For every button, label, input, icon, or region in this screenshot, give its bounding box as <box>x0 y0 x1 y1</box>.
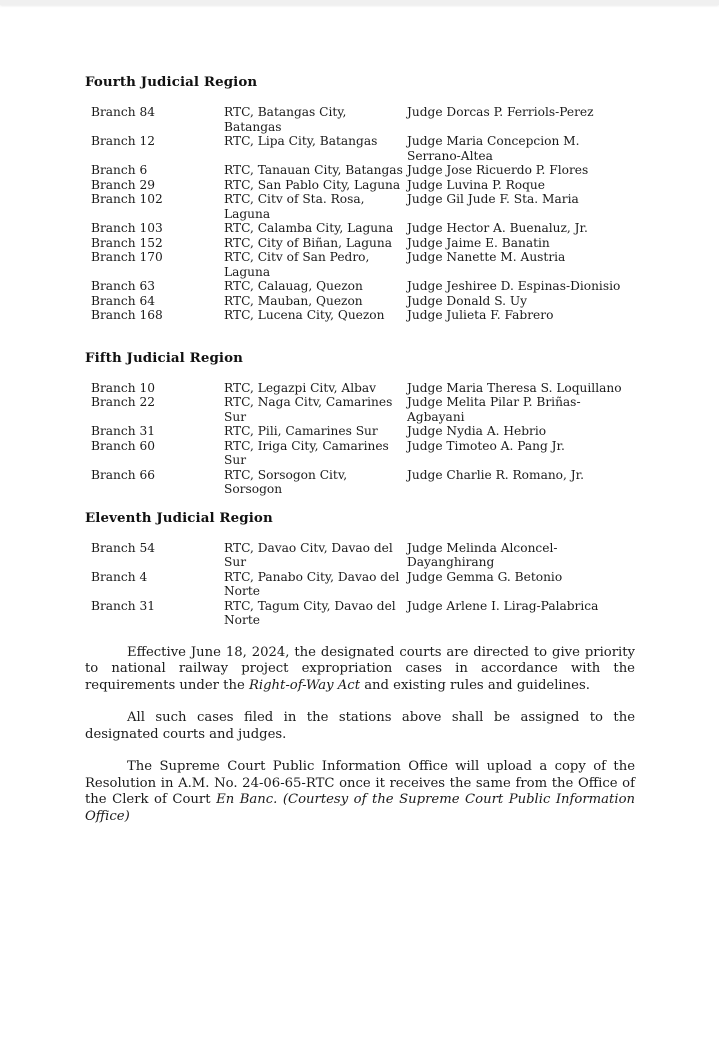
branch-cell: Branch 31 <box>91 598 155 613</box>
court-cell: RTC, Panabo City, Davao del Norte <box>224 569 400 598</box>
judge-cell: Judge Luvina P. Roque <box>407 177 545 192</box>
court-row <box>91 294 637 309</box>
court-row <box>91 439 637 468</box>
paragraph-text: The Supreme Court Public Information Office will upload a copy of the Resolution in A.M. No. 24-06-65-RTC once it receives the same from the Office of the Clerk of Court <box>85 759 635 807</box>
court-cell: RTC, City of Biñan, Laguna <box>224 235 393 250</box>
judge-cell: Judge Jeshiree D. Espinas-Dionisio <box>407 279 621 293</box>
paragraph-effectivity <box>85 645 635 695</box>
court-cell: RTC, Legazpi Citv, Albav <box>224 380 377 395</box>
branch-cell: Branch 152 <box>91 235 163 250</box>
paragraph-pio-note <box>85 759 635 825</box>
branch-cell: Branch 12 <box>91 134 155 148</box>
court-cell: RTC, Tanauan City, Batangas <box>224 163 403 177</box>
court-row <box>91 599 637 628</box>
court-cell: RTC, Lucena City, Quezon <box>224 308 385 322</box>
judge-cell: Judge Arlene I. Lirag-Palabrica <box>407 598 599 613</box>
judge-cell: Judge Charlie R. Romano, Jr. <box>407 467 585 482</box>
court-cell: RTC, Batangas City, Batangas <box>224 105 347 134</box>
top-edge-strip <box>0 0 719 5</box>
paragraph-assignment <box>85 710 635 743</box>
branch-cell: Branch 29 <box>91 177 155 192</box>
court-row <box>91 541 637 570</box>
court-row <box>91 395 637 424</box>
court-row <box>91 308 637 323</box>
branch-cell: Branch 63 <box>91 279 155 293</box>
court-table <box>91 541 637 628</box>
branch-cell: Branch 170 <box>91 250 163 264</box>
branch-cell: Branch 31 <box>91 424 155 438</box>
court-cell: RTC, Pili, Camarines Sur <box>224 424 378 438</box>
paragraph-text: Effective June 18, 2024, the designated courts are directed to give priority to national railway project expropriation cases in accordance with the requirements under the <box>85 644 635 693</box>
court-cell: RTC, Naga Citv, Camarines Sur <box>224 395 393 424</box>
court-table <box>91 105 637 323</box>
region-heading: Fourth Judicial Region <box>85 74 258 90</box>
judge-cell: Judge Gil Jude F. Sta. Maria <box>407 192 579 206</box>
branch-cell: Branch 168 <box>91 308 163 322</box>
court-row <box>91 236 637 251</box>
judge-cell: Judge Melinda Alconcel-Dayanghirang <box>407 540 558 569</box>
court-cell: RTC, San Pablo City, Laguna <box>224 177 401 192</box>
branch-cell: Branch 4 <box>91 569 148 584</box>
branch-cell: Branch 66 <box>91 467 155 482</box>
judge-cell: Judge Hector A. Buenaluz, Jr. <box>407 221 588 235</box>
court-row <box>91 163 637 178</box>
court-cell: RTC, Iriga City, Camarines Sur <box>224 438 389 467</box>
branch-cell: Branch 102 <box>91 192 163 206</box>
region-fourth-judicial <box>85 73 637 323</box>
judge-cell: Judge Maria Theresa S. Loquillano <box>407 380 622 395</box>
court-row <box>91 279 637 294</box>
branch-cell: Branch 60 <box>91 438 155 453</box>
court-row <box>91 105 637 134</box>
court-cell: RTC, Citv of Sta. Rosa, Laguna <box>224 192 365 221</box>
judge-cell: Judge Maria Concepcion M. Serrano-Altea <box>407 134 580 163</box>
court-row <box>91 424 637 439</box>
court-cell: RTC, Mauban, Quezon <box>224 293 363 308</box>
judge-cell: Judge Gemma G. Betonio <box>407 569 563 584</box>
region-heading: Fifth Judicial Region <box>85 349 243 366</box>
judge-cell: Judge Donald S. Uy <box>407 293 528 308</box>
region-fifth-judicial <box>85 349 637 497</box>
branch-cell: Branch 84 <box>91 105 155 119</box>
judge-cell: Judge Jaime E. Banatin <box>407 235 550 250</box>
paragraph-text: and existing rules and guidelines. <box>360 677 590 693</box>
judge-cell: Judge Nydia A. Hebrio <box>407 424 547 438</box>
judge-cell: Judge Dorcas P. Ferriols-Perez <box>407 105 594 119</box>
court-table <box>91 381 637 497</box>
document-page <box>85 73 637 825</box>
court-cell: RTC, Sorsogon Citv, Sorsogon <box>224 467 348 496</box>
act-name: Right-of-Way Act <box>248 677 360 693</box>
court-cell: RTC, Citv of San Pedro, Laguna <box>224 250 370 279</box>
court-cell: RTC, Davao Citv, Davao del Sur <box>224 540 393 569</box>
branch-cell: Branch 6 <box>91 163 148 177</box>
body-paragraphs <box>85 645 635 826</box>
branch-cell: Branch 22 <box>91 395 155 409</box>
judge-cell: Judge Melita Pilar P. Briñas-Agbayani <box>407 395 581 424</box>
judge-cell: Judge Nanette M. Austria <box>407 250 566 264</box>
branch-cell: Branch 64 <box>91 293 155 308</box>
court-cell: RTC, Lipa City, Batangas <box>224 134 378 148</box>
court-cell: RTC, Calamba City, Laguna <box>224 221 394 235</box>
courtesy-note: En Banc. (Courtesy of the Supreme Court Public Information Office) <box>85 792 635 824</box>
court-row <box>91 250 637 279</box>
court-row <box>91 192 637 221</box>
court-row <box>91 570 637 599</box>
paragraph-text: All such cases filed in the stations above shall be assigned to the designated courts and judges. <box>85 710 635 742</box>
court-row <box>91 468 637 497</box>
branch-cell: Branch 103 <box>91 221 163 235</box>
judge-cell: Judge Julieta F. Fabrero <box>407 308 554 322</box>
court-row <box>91 221 637 236</box>
branch-cell: Branch 54 <box>91 540 155 555</box>
court-row <box>91 178 637 193</box>
court-row <box>91 381 637 396</box>
judge-cell: Judge Timoteo A. Pang Jr. <box>407 438 565 453</box>
court-cell: RTC, Tagum City, Davao del Norte <box>224 598 396 627</box>
court-cell: RTC, Calauag, Quezon <box>224 279 363 293</box>
court-row <box>91 134 637 163</box>
region-eleventh-judicial <box>85 509 637 628</box>
region-heading: Eleventh Judicial Region <box>85 509 273 526</box>
branch-cell: Branch 10 <box>91 380 155 395</box>
judge-cell: Judge Jose Ricuerdo P. Flores <box>407 163 589 177</box>
